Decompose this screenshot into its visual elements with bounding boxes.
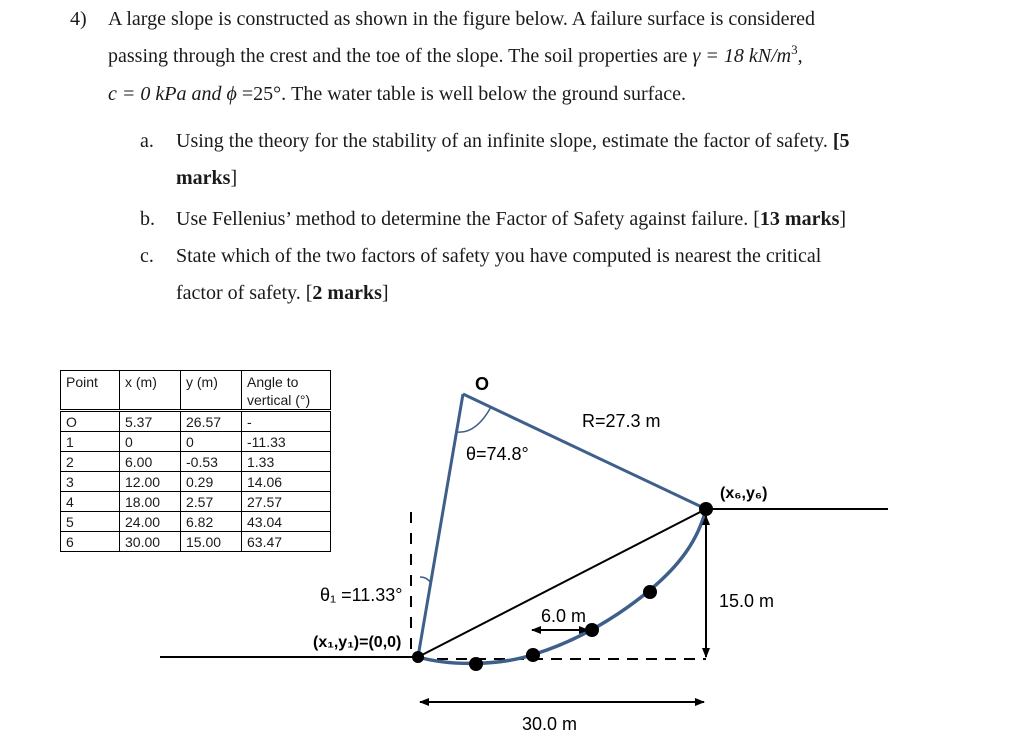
radius-to-p1 xyxy=(418,394,463,657)
unit-exponent: 3 xyxy=(791,42,798,57)
cell: 1.33 xyxy=(242,452,331,472)
cell: - xyxy=(242,411,331,432)
cell: 0 xyxy=(120,432,181,452)
theta1-label: θ₁ =11.33° xyxy=(320,585,403,605)
cell: 2 xyxy=(61,452,120,472)
question-line-2-text: passing through the crest and the toe of the slope. The soil properties are xyxy=(108,45,693,67)
cell: 14.06 xyxy=(242,472,331,492)
point-6 xyxy=(699,502,713,516)
radius-label: R=27.3 m xyxy=(582,411,661,431)
cell: 6 xyxy=(61,532,120,552)
cell: 2.57 xyxy=(181,492,242,512)
question-line-3-rest: =25°. The water table is well below the ground surface. xyxy=(236,83,686,105)
header-y: y (m) xyxy=(181,371,242,411)
point-5 xyxy=(643,585,657,599)
center-label: O xyxy=(475,374,490,394)
part-c-marks: 2 marks xyxy=(312,282,382,304)
phi-symbol: ϕ xyxy=(226,83,237,105)
header-angle: Angle to vertical (°) xyxy=(242,371,331,411)
cell: 12.00 xyxy=(120,472,181,492)
slope-face xyxy=(418,509,706,657)
theta-label: θ=74.8° xyxy=(466,444,529,464)
part-c-line-1: State which of the two factors of safety you have computed is nearest the critical xyxy=(176,245,822,267)
cohesion: c = 0 kPa and xyxy=(108,83,227,105)
cell: 4 xyxy=(61,492,120,512)
cell: 3 xyxy=(61,472,120,492)
part-b-letter: b. xyxy=(140,208,155,230)
cell: 1 xyxy=(61,432,120,452)
part-a-bracket: ] xyxy=(230,167,238,189)
cell: 63.47 xyxy=(242,532,331,552)
cell: 27.57 xyxy=(242,492,331,512)
cell: 24.00 xyxy=(120,512,181,532)
cell: 30.00 xyxy=(120,532,181,552)
part-b-bracket: ] xyxy=(839,208,847,230)
part-a-marks-open: [5 xyxy=(832,130,850,152)
cell: 43.04 xyxy=(242,512,331,532)
p1-label: (x₁,y₁)=(0,0) xyxy=(313,634,402,651)
theta-arc xyxy=(457,407,491,432)
unit-weight: γ = 18 kN/m xyxy=(692,45,792,67)
part-a-text: Using the theory for the stability of an infinite slope, estimate the factor of safety. xyxy=(176,130,833,152)
part-a-marks: marks xyxy=(176,167,231,189)
header-point: Point xyxy=(61,371,120,411)
part-c-letter: c. xyxy=(140,245,154,267)
part-b-marks: 13 marks xyxy=(759,208,840,230)
question-line-1: A large slope is constructed as shown in the figure below. A failure surface is considered xyxy=(108,8,816,30)
cell: 6.00 xyxy=(120,452,181,472)
point-3 xyxy=(526,648,540,662)
cell: 5 xyxy=(61,512,120,532)
cell: 18.00 xyxy=(120,492,181,512)
cell: O xyxy=(61,411,120,432)
cell: 5.37 xyxy=(120,411,181,432)
cell: 6.82 xyxy=(181,512,242,532)
part-b-text: Use Fellenius’ method to determine the Factor of Safety against failure. [ xyxy=(176,208,760,230)
base-label: 30.0 m xyxy=(522,714,578,734)
point-2 xyxy=(469,657,483,671)
question-comma: , xyxy=(797,45,803,67)
cell: 26.57 xyxy=(181,411,242,432)
cell: 15.00 xyxy=(181,532,242,552)
header-x: x (m) xyxy=(120,371,181,411)
cell: 0 xyxy=(181,432,242,452)
point-1 xyxy=(412,651,424,663)
question-number: 4) xyxy=(70,8,87,30)
part-c-bracket: ] xyxy=(381,282,389,304)
cell: 0.29 xyxy=(181,472,242,492)
part-a-letter: a. xyxy=(140,130,154,152)
cell: -11.33 xyxy=(242,432,331,452)
cell: -0.53 xyxy=(181,452,242,472)
spacing-label: 6.0 m xyxy=(541,606,587,626)
p6-label: (x₆,y₆) xyxy=(720,485,768,502)
height-label: 15.0 m xyxy=(719,591,775,611)
part-c-text: factor of safety. [ xyxy=(176,282,313,304)
